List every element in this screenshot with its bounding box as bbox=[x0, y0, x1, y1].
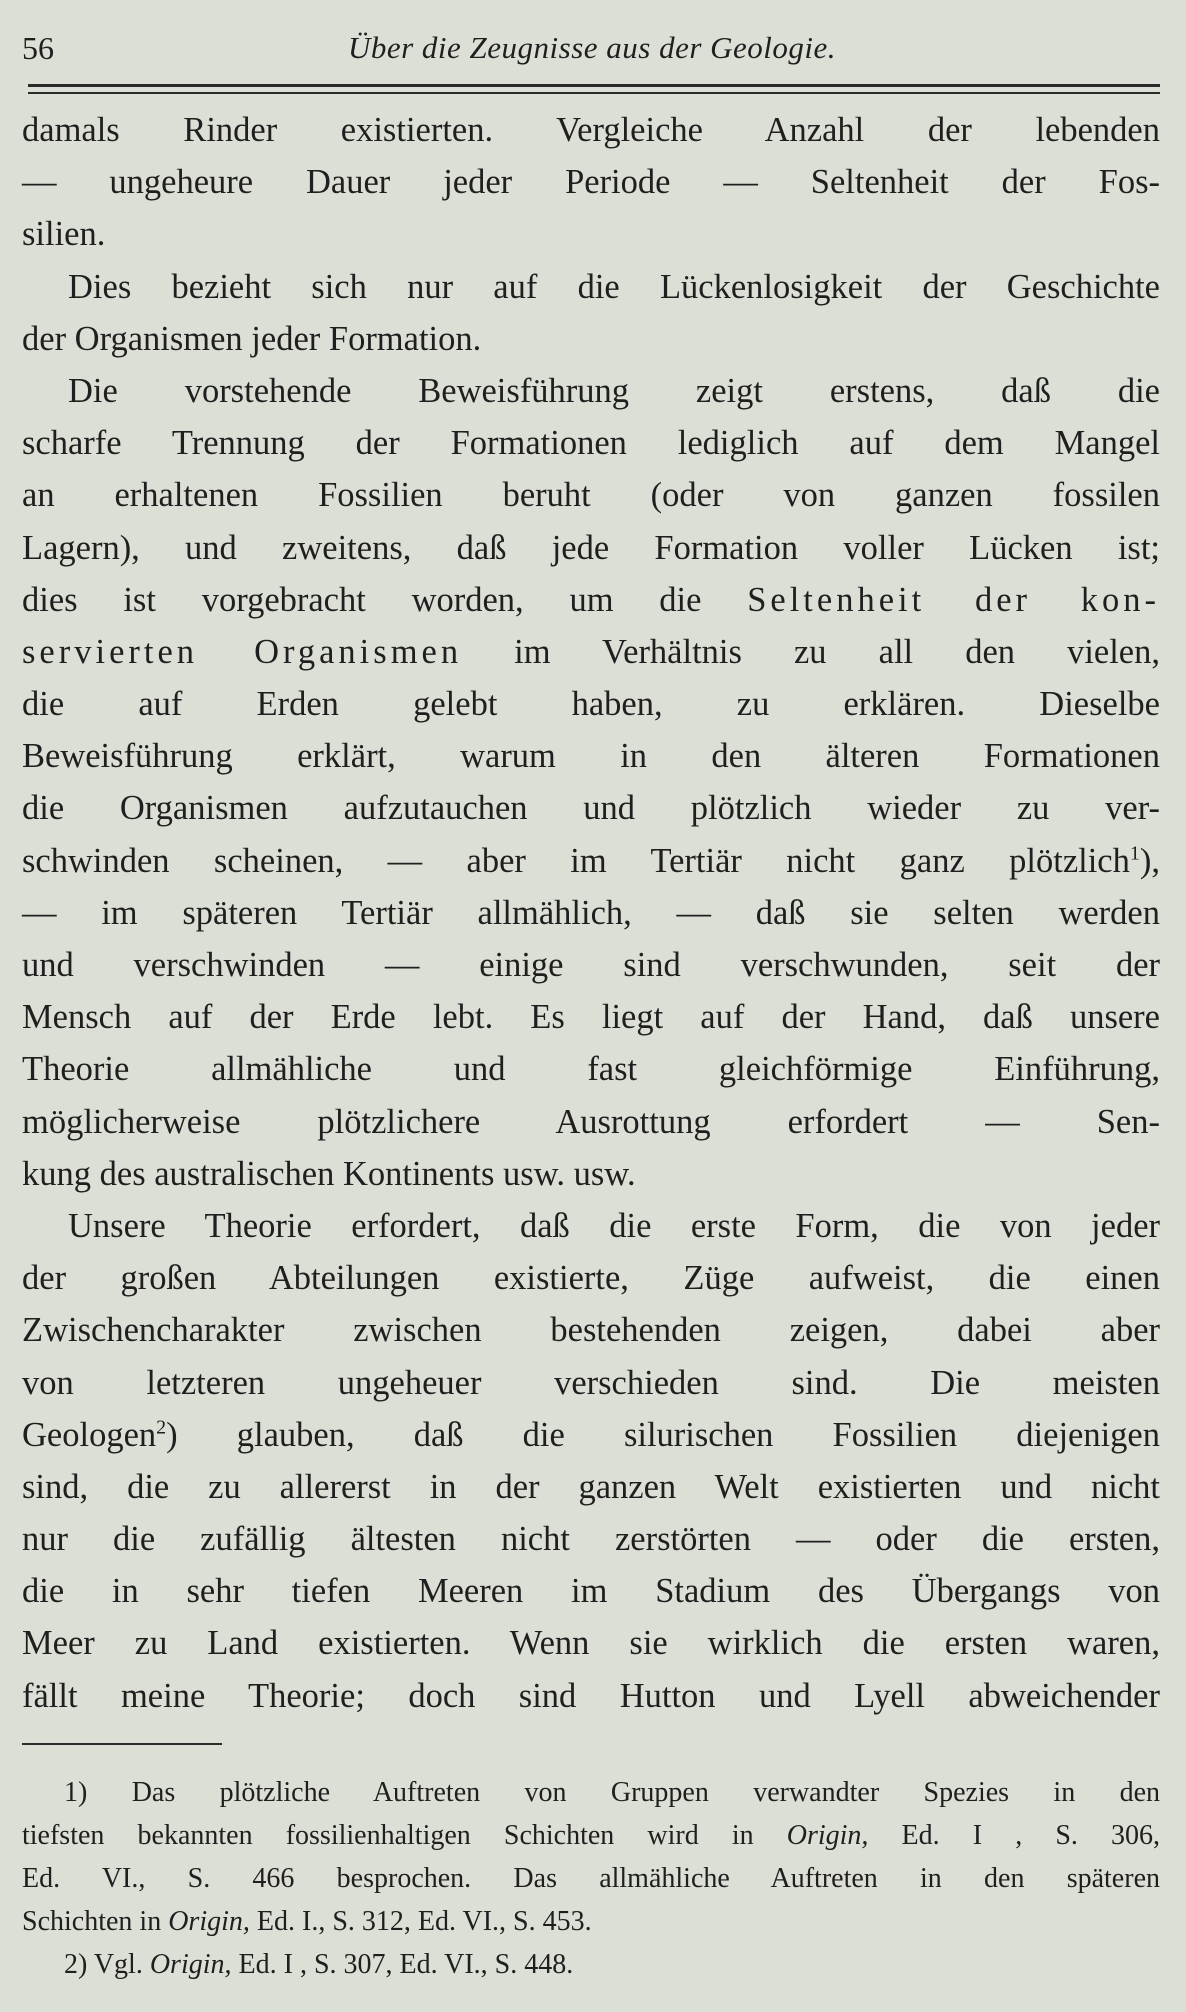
text-line: damals Rinder existierten. Vergleiche Anzahl der lebenden bbox=[22, 111, 1160, 149]
text-line: — ungeheure Dauer jeder Periode — Seltenheit der Fos- bbox=[22, 163, 1160, 202]
text-line: möglicherweise plötzlichere Ausrottung erfordert — Sen- bbox=[22, 1102, 1160, 1141]
footnote-line bbox=[22, 1943, 1160, 1986]
footnote-marker: 2 bbox=[156, 1416, 167, 1439]
book-title: Origin, bbox=[786, 1820, 869, 1851]
text-segment: tiefsten bekannten fossilienhaltigen Schichten wird in bbox=[22, 1820, 787, 1851]
text-line: Mensch auf der Erde lebt. Es liegt auf der Hand, daß unsere bbox=[22, 998, 1160, 1037]
footnote-line: Ed. VI., S. 466 besprochen. Das allmähliche Auftreten in den späteren bbox=[22, 1863, 1160, 1894]
footnote-separator bbox=[22, 1743, 222, 1745]
text-line: Meer zu Land existierten. Wenn sie wirklich die ersten waren, bbox=[22, 1624, 1160, 1663]
running-title: Über die Zeugnisse aus der Geologie. bbox=[347, 30, 837, 65]
book-title: Origin, bbox=[149, 1949, 232, 1980]
text-segment: dies ist vorgebracht worden, um die bbox=[22, 580, 748, 619]
text-line: Lagern), und zweitens, daß jede Formation voller Lücken ist; bbox=[22, 528, 1160, 567]
spaced-text: Seltenheit der kon- bbox=[747, 580, 1161, 619]
text-segment: ) glauben, daß die silurischen Fossilien diejenigen bbox=[166, 1415, 1160, 1454]
text-line: Die vorstehende Beweisführung zeigt erstens, daß die bbox=[68, 371, 1160, 410]
text-line bbox=[22, 835, 1160, 887]
spaced-text: servierten Organismen bbox=[22, 632, 463, 671]
text-line: nur die zufällig ältesten nicht zerstörten — oder die ersten, bbox=[22, 1520, 1160, 1559]
text-line: Beweisführung erklärt, warum in den älteren Formationen bbox=[22, 737, 1160, 776]
book-title: Origin, bbox=[168, 1906, 250, 1937]
text-line bbox=[22, 1409, 1160, 1461]
header-rule-top bbox=[28, 84, 1160, 87]
footnote-line bbox=[22, 1900, 1160, 1943]
text-line: — im späteren Tertiär allmählich, — daß sie selten werden bbox=[22, 893, 1160, 932]
text-line: der großen Abteilungen existierte, Züge aufweist, die einen bbox=[22, 1259, 1160, 1298]
text-segment: 2) Vgl. bbox=[64, 1949, 150, 1980]
footnote-line: 1) Das plötzliche Auftreten von Gruppen verwandter Spezies in den bbox=[64, 1777, 1160, 1808]
text-line: Zwischencharakter zwischen bestehenden zeigen, dabei aber bbox=[22, 1311, 1160, 1350]
text-segment: Ed. I , S. 307, Ed. VI., S. 448. bbox=[231, 1949, 574, 1980]
text-segment: im Verhältnis zu all den vielen, bbox=[462, 632, 1160, 671]
footnote-line bbox=[22, 1814, 1160, 1857]
text-line bbox=[22, 574, 1160, 626]
text-line: an erhaltenen Fossilien beruht (oder von ganzen fossilen bbox=[22, 476, 1160, 515]
text-line: der Organismen jeder Formation. bbox=[22, 319, 482, 358]
text-line: fällt meine Theorie; doch sind Hutton und Lyell abweichender bbox=[22, 1676, 1160, 1715]
body-text bbox=[22, 104, 1160, 1722]
header-rule-bottom bbox=[28, 92, 1160, 94]
page-header bbox=[22, 30, 1162, 70]
text-line: kung des australischen Kontinents usw. usw. bbox=[22, 1154, 636, 1193]
text-line bbox=[22, 626, 1160, 678]
text-line: die auf Erden gelebt haben, zu erklären. Dieselbe bbox=[22, 685, 1160, 724]
text-line: Dies bezieht sich nur auf die Lückenlosigkeit der Geschichte bbox=[68, 267, 1160, 306]
text-segment: Ed. I , S. 306, bbox=[868, 1820, 1160, 1851]
text-line: die in sehr tiefen Meeren im Stadium des Übergangs von bbox=[22, 1572, 1160, 1611]
text-line: Theorie allmähliche und fast gleichförmige Einführung, bbox=[22, 1050, 1160, 1089]
footnote-marker: 1 bbox=[1129, 842, 1140, 865]
text-line: scharfe Trennung der Formationen lediglich auf dem Mangel bbox=[22, 424, 1160, 463]
page-number: 56 bbox=[22, 30, 54, 66]
footnotes bbox=[22, 1771, 1160, 1986]
text-segment: ), bbox=[1139, 841, 1160, 880]
text-line: Unsere Theorie erfordert, daß die erste Form, die von jeder bbox=[68, 1206, 1160, 1245]
text-line: silien. bbox=[22, 215, 106, 254]
text-segment: Ed. I., S. 312, Ed. VI., S. 453. bbox=[249, 1906, 592, 1937]
text-segment: schwinden scheinen, — aber im Tertiär nicht ganz plötzlich bbox=[22, 841, 1130, 880]
text-line: die Organismen aufzutauchen und plötzlich wieder zu ver- bbox=[22, 789, 1160, 828]
text-segment: Schichten in bbox=[22, 1906, 169, 1937]
text-line: und verschwinden — einige sind verschwunden, seit der bbox=[22, 946, 1160, 984]
text-line: von letzteren ungeheuer verschieden sind. Die meisten bbox=[22, 1363, 1160, 1402]
text-line: sind, die zu allererst in der ganzen Welt existierten und nicht bbox=[22, 1467, 1160, 1506]
text-segment: Geologen bbox=[22, 1415, 157, 1454]
